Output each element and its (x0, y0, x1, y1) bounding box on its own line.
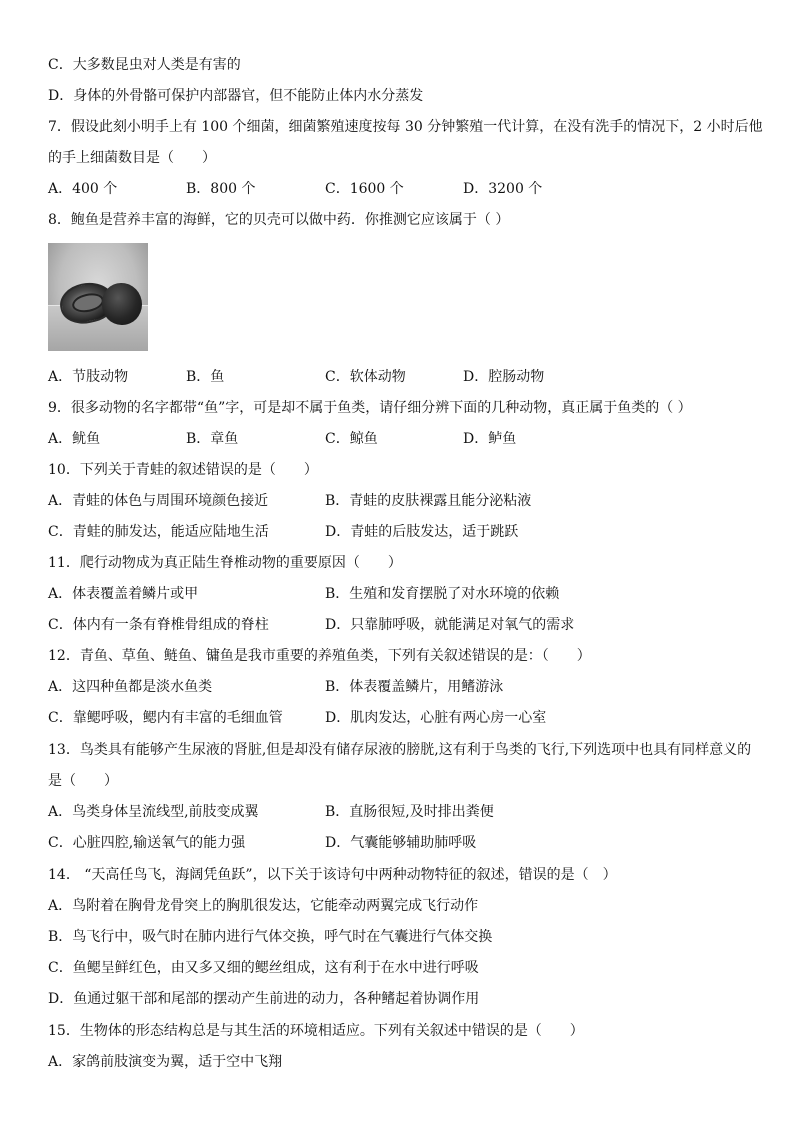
q14-option-c: C．鱼鳃呈鲜红色，由又多又细的鳃丝组成，这有利于在水中进行呼吸 (48, 960, 479, 976)
question-11-stem: 11．爬行动物成为真正陆生脊椎动物的重要原因（ ） (48, 555, 402, 571)
question-12-stem: 12．青鱼、草鱼、鲢鱼、镛鱼是我市重要的养殖鱼类，下列有关叙述错误的是：（ ） (48, 648, 591, 664)
q10-option-a: A．青蛙的体色与周围环境颜色接近 (48, 493, 269, 509)
question-13-stem: 13．鸟类具有能够产生尿液的肾脏,但是却没有储存尿液的膀胱,这有利于鸟类的飞行,下列选项中也具有同样意义的 (48, 742, 752, 758)
q10-option-c: C．青蛙的肺发达，能适应陆地生活 (48, 524, 269, 540)
q13-option-c: C．心脏四腔,输送氧气的能力强 (48, 835, 246, 851)
q11-option-c: C．体内有一条有脊椎骨组成的脊柱 (48, 617, 269, 633)
q14-option-b: B．鸟飞行中，吸气时在肺内进行气体交换，呼气时在气囊进行气体交换 (48, 929, 493, 945)
q10-option-d: D．青蛙的后肢发达，适于跳跃 (325, 524, 519, 540)
q8-option-a: A．节肢动物 (48, 369, 129, 385)
q10-option-b: B．青蛙的皮肤裸露且能分泌粘液 (325, 493, 532, 509)
q9-option-b: B．章鱼 (186, 431, 239, 447)
question-14-stem: 14． “天高任鸟飞，海阔凭鱼跃”，以下关于该诗句中两种动物特征的叙述，错误的是（ ） (48, 867, 617, 883)
question-7-stem: 7．假设此刻小明手上有 100 个细菌，细菌繁殖速度按每 30 分钟繁殖一代计算，在没有洗手的情况下，2 小时后他 (48, 119, 763, 135)
question-7-stem-cont: 的手上细菌数目是（ ） (48, 150, 216, 166)
q7-option-b: B．800 个 (186, 181, 256, 197)
q6-option-c: C．大多数昆虫对人类是有害的 (48, 57, 241, 73)
q6-option-d: D．身体的外骨骼可保护内部器官，但不能防止体内水分蒸发 (48, 88, 424, 104)
q9-option-a: A．鱿鱼 (48, 431, 101, 447)
q12-option-b: B．体表覆盖鳞片，用鳍游泳 (325, 679, 504, 695)
q8-option-b: B．鱼 (186, 369, 225, 385)
q8-option-c: C．软体动物 (325, 369, 406, 385)
q9-option-d: D．鲈鱼 (463, 431, 517, 447)
q14-option-d: D．鱼通过躯干部和尾部的摆动产生前进的动力，各种鳍起着协调作用 (48, 991, 480, 1007)
q12-option-a: A．这四种鱼都是淡水鱼类 (48, 679, 213, 695)
q13-option-b: B．直肠很短,及时排出粪便 (325, 804, 494, 820)
question-15-stem: 15．生物体的形态结构总是与其生活的环境相适应。下列有关叙述中错误的是（ ） (48, 1023, 584, 1039)
q7-option-a: A．400 个 (48, 181, 118, 197)
question-10-stem: 10．下列关于青蛙的叙述错误的是（ ） (48, 462, 318, 478)
q12-option-d: D．肌肉发达，心脏有两心房一心室 (325, 710, 547, 726)
q7-option-c: C．1600 个 (325, 181, 404, 197)
question-9-stem: 9．很多动物的名字都带“鱼”字，可是却不属于鱼类，请仔细分辨下面的几种动物，真正属于鱼类的（ ） (48, 400, 692, 416)
q12-option-c: C．靠鳃呼吸，鳃内有丰富的毛细血管 (48, 710, 283, 726)
q13-option-d: D．气囊能够辅助肺呼吸 (325, 835, 477, 851)
q14-option-a: A．鸟附着在胸骨龙骨突上的胸肌很发达，它能牵动两翼完成飞行动作 (48, 898, 479, 914)
q11-option-d: D．只靠肺呼吸，就能满足对氧气的需求 (325, 617, 575, 633)
q15-option-a: A．家鸽前肢演变为翼，适于空中飞翔 (48, 1054, 283, 1070)
q9-option-c: C．鲸鱼 (325, 431, 378, 447)
abalone-photo (48, 243, 148, 351)
q13-option-a: A．鸟类身体呈流线型,前肢变成翼 (48, 804, 259, 820)
q8-option-d: D．腔肠动物 (463, 369, 545, 385)
q7-option-d: D．3200 个 (463, 181, 543, 197)
q11-option-a: A．体表覆盖着鳞片或甲 (48, 586, 199, 602)
q11-option-b: B．生殖和发育摆脱了对水环境的依赖 (325, 586, 560, 602)
question-8-stem: 8．鲍鱼是营养丰富的海鲜，它的贝壳可以做中药．你推测它应该属于（ ） (48, 212, 510, 228)
question-13-stem-cont: 是（ ） (48, 773, 118, 789)
